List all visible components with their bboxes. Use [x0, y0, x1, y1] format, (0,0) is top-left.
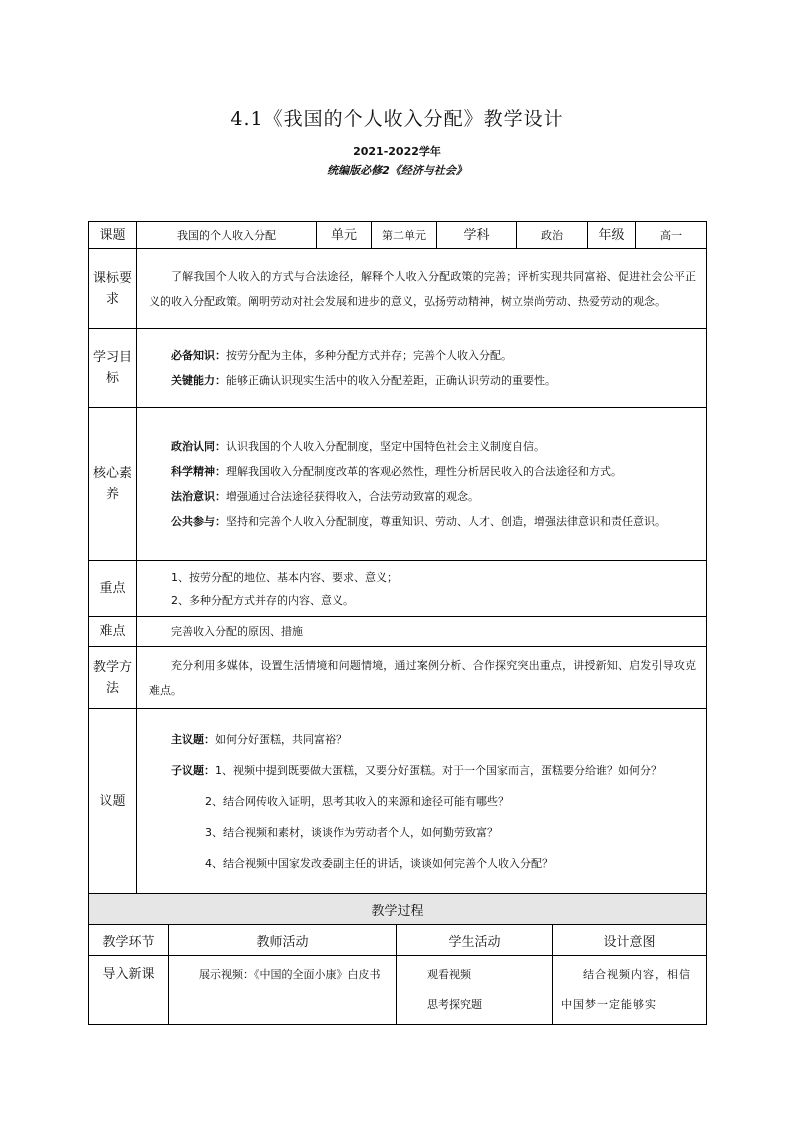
core-text: 理解我国收入分配制度改革的客观必然性，理性分析居民收入的合法途径和方式。	[226, 465, 622, 478]
unit-value: 第二单元	[372, 222, 437, 249]
difficulty-row	[89, 617, 707, 647]
core-title: 科学精神：	[171, 465, 226, 478]
key-row	[89, 561, 707, 617]
core-item	[149, 484, 696, 509]
col-intent: 设计意图	[553, 925, 707, 956]
unit-label: 单元	[317, 222, 372, 249]
col-stage: 教学环节	[89, 925, 169, 956]
core-text: 坚持和完善个人收入分配制度，尊重知识、劳动、人才、创造，增强法律意识和责任意识。	[226, 515, 666, 528]
process-header-row	[89, 894, 707, 925]
sub-topic: 4、结合视频中国家发改委副主任的讲话，谈谈如何完善个人收入分配？	[205, 856, 553, 870]
core-text: 认识我国的个人收入分配制度，坚定中国特色社会主义制度自信。	[226, 440, 545, 453]
core-label: 核心素养	[89, 408, 137, 561]
grade-value: 高一	[636, 222, 707, 249]
document-title: 4.1《我国的个人收入分配》教学设计	[230, 108, 564, 130]
core-item	[149, 509, 696, 534]
core-row	[89, 408, 707, 561]
core-title: 法治意识：	[171, 490, 226, 503]
key-line: 1、按劳分配的地位、基本内容、要求、意义；	[171, 570, 398, 584]
goals-label: 学习目标	[89, 329, 137, 408]
method-text: 充分利用多媒体，设置生活情境和问题情境，通过案例分析、合作探究突出重点，讲授新知、启发引导攻克难点。	[149, 658, 696, 697]
sub-topic: 2、结合网传收入证明，思考其收入的来源和途径可能有哪些？	[205, 794, 509, 808]
goal-text: 按劳分配为主体，多种分配方式并存；完善个人收入分配。	[226, 349, 512, 362]
standard-label: 课标要求	[89, 249, 137, 329]
lesson-info-table	[88, 221, 707, 894]
core-title: 公共参与：	[171, 515, 226, 528]
school-year: 2021-2022学年	[353, 145, 441, 158]
subject-value: 政治	[517, 222, 588, 249]
topic-label: 课题	[89, 222, 137, 249]
main-topic-title: 主议题：	[171, 732, 215, 746]
core-title: 政治认同：	[171, 440, 226, 453]
key-label: 重点	[89, 561, 137, 617]
stage-cell: 导入新课	[89, 956, 169, 1025]
goal-title: 关键能力：	[171, 374, 226, 387]
method-row	[89, 647, 707, 709]
sub-topic: 3、结合视频和素材，谈谈作为劳动者个人，如何勤劳致富？	[205, 825, 498, 839]
sub-topic	[149, 755, 696, 786]
goal-text: 能够正确认识现实生活中的收入分配差距，正确认识劳动的重要性。	[226, 374, 556, 387]
sub-topic-text: 1、视频中提到既要做大蛋糕，又要分好蛋糕。对于一个国家而言，蛋糕要分给谁？如何分？	[215, 763, 662, 777]
col-student: 学生活动	[397, 925, 553, 956]
grade-label: 年级	[588, 222, 636, 249]
difficulty-label: 难点	[89, 617, 137, 647]
goal-item	[149, 343, 696, 368]
student-activity: 思考探究题	[427, 998, 482, 1011]
teacher-activity: 展示视频：《中国的全面小康》白皮书	[199, 968, 381, 981]
core-item	[149, 459, 696, 484]
key-line: 2、多种分配方式并存的内容、意义。	[171, 593, 354, 607]
textbook-edition: 统编版必修2《经济与社会》	[327, 164, 467, 177]
subject-label: 学科	[437, 222, 517, 249]
core-text: 增强通过合法途径获得收入，合法劳动致富的观念。	[226, 490, 479, 503]
process-column-row	[89, 925, 707, 956]
student-activity: 观看视频	[427, 968, 471, 981]
method-label: 教学方法	[89, 647, 137, 709]
topics-row	[89, 709, 707, 894]
process-row	[89, 956, 707, 1025]
col-teacher: 教师活动	[169, 925, 397, 956]
main-topic	[149, 724, 696, 755]
goal-item	[149, 368, 696, 393]
topic-value: 我国的个人收入分配	[137, 222, 317, 249]
goals-row	[89, 329, 707, 408]
sub-topic-title: 子议题：	[171, 763, 215, 777]
topics-label: 议题	[89, 709, 137, 894]
standard-text: 了解我国个人收入的方式与合法途径，解释个人收入分配政策的完善；评析实现共同富裕、促进社会公平正义的收入分配政策。阐明劳动对社会发展和进步的意义，弘扬劳动精神，树立崇尚劳动、热爱劳动的观念。	[149, 269, 696, 308]
goal-title: 必备知识：	[171, 349, 226, 362]
difficulty-text: 完善收入分配的原因、措施	[171, 625, 303, 638]
process-header: 教学过程	[89, 894, 707, 925]
core-item	[149, 434, 696, 459]
teaching-process-table	[88, 893, 707, 1025]
main-topic-text: 如何分好蛋糕，共同富裕？	[215, 732, 347, 746]
design-intent: 结合视频内容，相信中国梦一定能够实	[561, 968, 691, 1011]
info-row	[89, 222, 707, 249]
standard-row	[89, 249, 707, 329]
